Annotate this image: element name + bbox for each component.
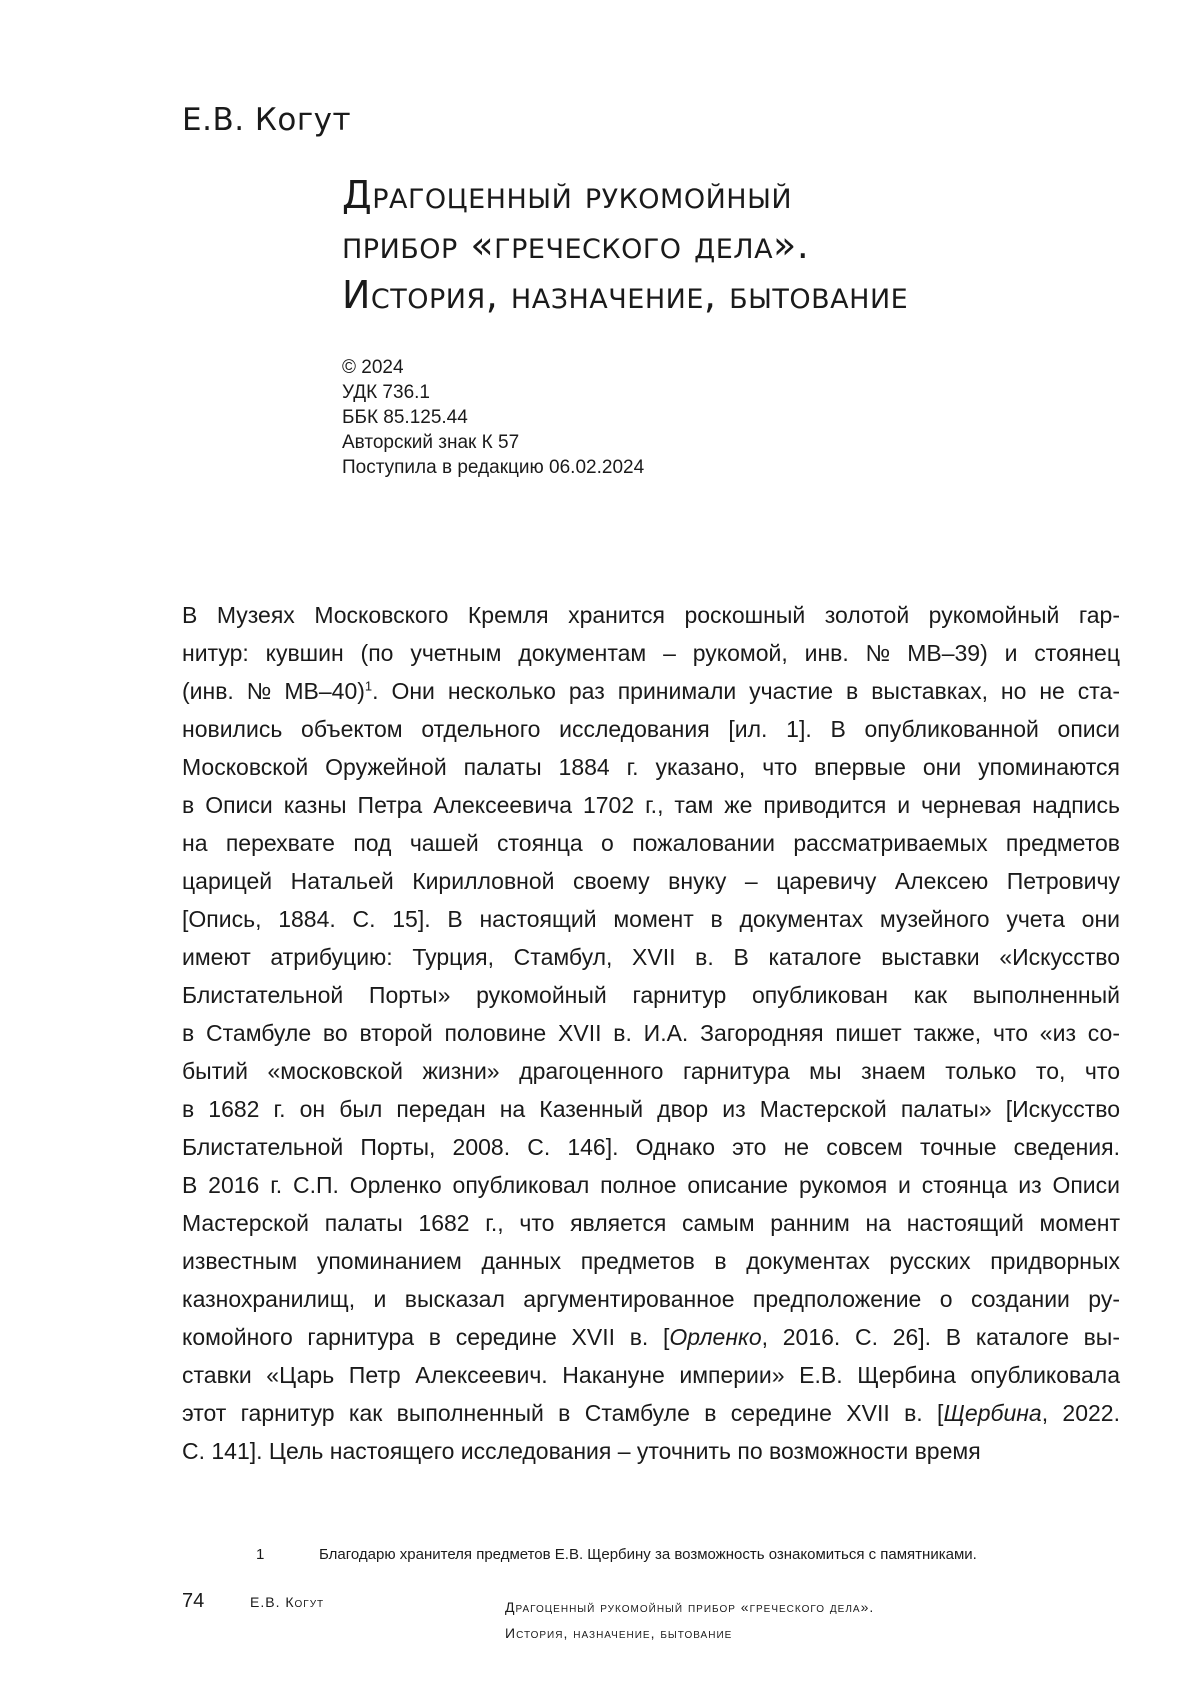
- bbk-code: ББК 85.125.44: [342, 405, 644, 430]
- body-line: нитур: кувшин (по учетным документам – рукомой, инв. № МВ–39) и стоянец: [182, 634, 1120, 672]
- body-line: царицей Натальей Кирилловной своему внуку – царевичу Алексею Петровичу: [182, 862, 1120, 900]
- article-body: [182, 596, 1120, 1470]
- body-line: этот гарнитур как выполненный в Стамбуле в середине XVII в. [Щербина, 2022.: [182, 1394, 1120, 1432]
- document-page: [0, 0, 1200, 1694]
- body-line: комойного гарнитура в середине XVII в. [Орленко, 2016. С. 26]. В каталоге вы-: [182, 1318, 1120, 1356]
- title-line: прибор «греческого дела».: [342, 220, 1162, 270]
- article-title: [342, 170, 1162, 320]
- copyright: © 2024: [342, 355, 644, 380]
- citation-author: Щербина: [943, 1400, 1041, 1426]
- body-line: в Описи казны Петра Алексеевича 1702 г., там же приводится и черневая надпись: [182, 786, 1120, 824]
- article-metadata: [342, 355, 644, 480]
- article-author: Е.В. Когут: [182, 102, 351, 138]
- body-line: на перехвате под чашей стоянца о пожаловании рассматриваемых предметов: [182, 824, 1120, 862]
- body-line: Блистательной Порты, 2008. С. 146]. Однако это не совсем точные сведения.: [182, 1128, 1120, 1166]
- body-line: В 2016 г. С.П. Орленко опубликовал полное описание рукомоя и стоянца из Описи: [182, 1166, 1120, 1204]
- citation-author: Орленко: [669, 1324, 761, 1350]
- body-line: Московской Оружейной палаты 1884 г. указано, что впервые они упоминаются: [182, 748, 1120, 786]
- received-date: Поступила в редакцию 06.02.2024: [342, 455, 644, 480]
- footer-title: Драгоценный рукомойный прибор «греческого дела». История, назначение, бытование: [505, 1594, 874, 1646]
- body-line: в 1682 г. он был передан на Казенный двор из Мастерской палаты» [Искусство: [182, 1090, 1120, 1128]
- body-line: ставки «Царь Петр Алексеевич. Накануне империи» Е.В. Щербина опубликовала: [182, 1356, 1120, 1394]
- body-line: известным упоминанием данных предметов в документах русских придворных: [182, 1242, 1120, 1280]
- footnote-number: 1: [256, 1546, 264, 1563]
- body-line: бытий «московской жизни» драгоценного гарнитура мы знаем только то, что: [182, 1052, 1120, 1090]
- page-number: 74: [182, 1590, 204, 1613]
- footer-author: Е.В. Когут: [250, 1594, 324, 1610]
- body-line: казнохранилищ, и высказал аргументированное предположение о создании ру-: [182, 1280, 1120, 1318]
- footnote-reference[interactable]: 1: [365, 678, 372, 693]
- body-line: [Опись, 1884. С. 15]. В настоящий момент в документах музейного учета они: [182, 900, 1120, 938]
- body-line: Блистательной Порты» рукомойный гарнитур опубликован как выполненный: [182, 976, 1120, 1014]
- body-line: новились объектом отдельного исследования [ил. 1]. В опубликованной описи: [182, 710, 1120, 748]
- title-line: История, назначение, бытование: [342, 270, 1162, 320]
- title-line: Драгоценный рукомойный: [342, 170, 1162, 220]
- body-line: в Стамбуле во второй половине XVII в. И.А. Загородняя пишет также, что «из со-: [182, 1014, 1120, 1052]
- udk-code: УДК 736.1: [342, 380, 644, 405]
- body-line: имеют атрибуцию: Турция, Стамбул, XVII в. В каталоге выставки «Искусство: [182, 938, 1120, 976]
- footnote-text: Благодарю хранителя предметов Е.В. Щербину за возможность ознакомиться с памятниками.: [319, 1546, 977, 1563]
- body-line: С. 141]. Цель настоящего исследования – уточнить по возможности время: [182, 1432, 1120, 1470]
- author-sign: Авторский знак К 57: [342, 430, 644, 455]
- body-line: (инв. № МВ–40)1. Они несколько раз принимали участие в выставках, но не ста-: [182, 672, 1120, 710]
- body-line: Мастерской палаты 1682 г., что является самым ранним на настоящий момент: [182, 1204, 1120, 1242]
- body-line: В Музеях Московского Кремля хранится роскошный золотой рукомойный гар-: [182, 596, 1120, 634]
